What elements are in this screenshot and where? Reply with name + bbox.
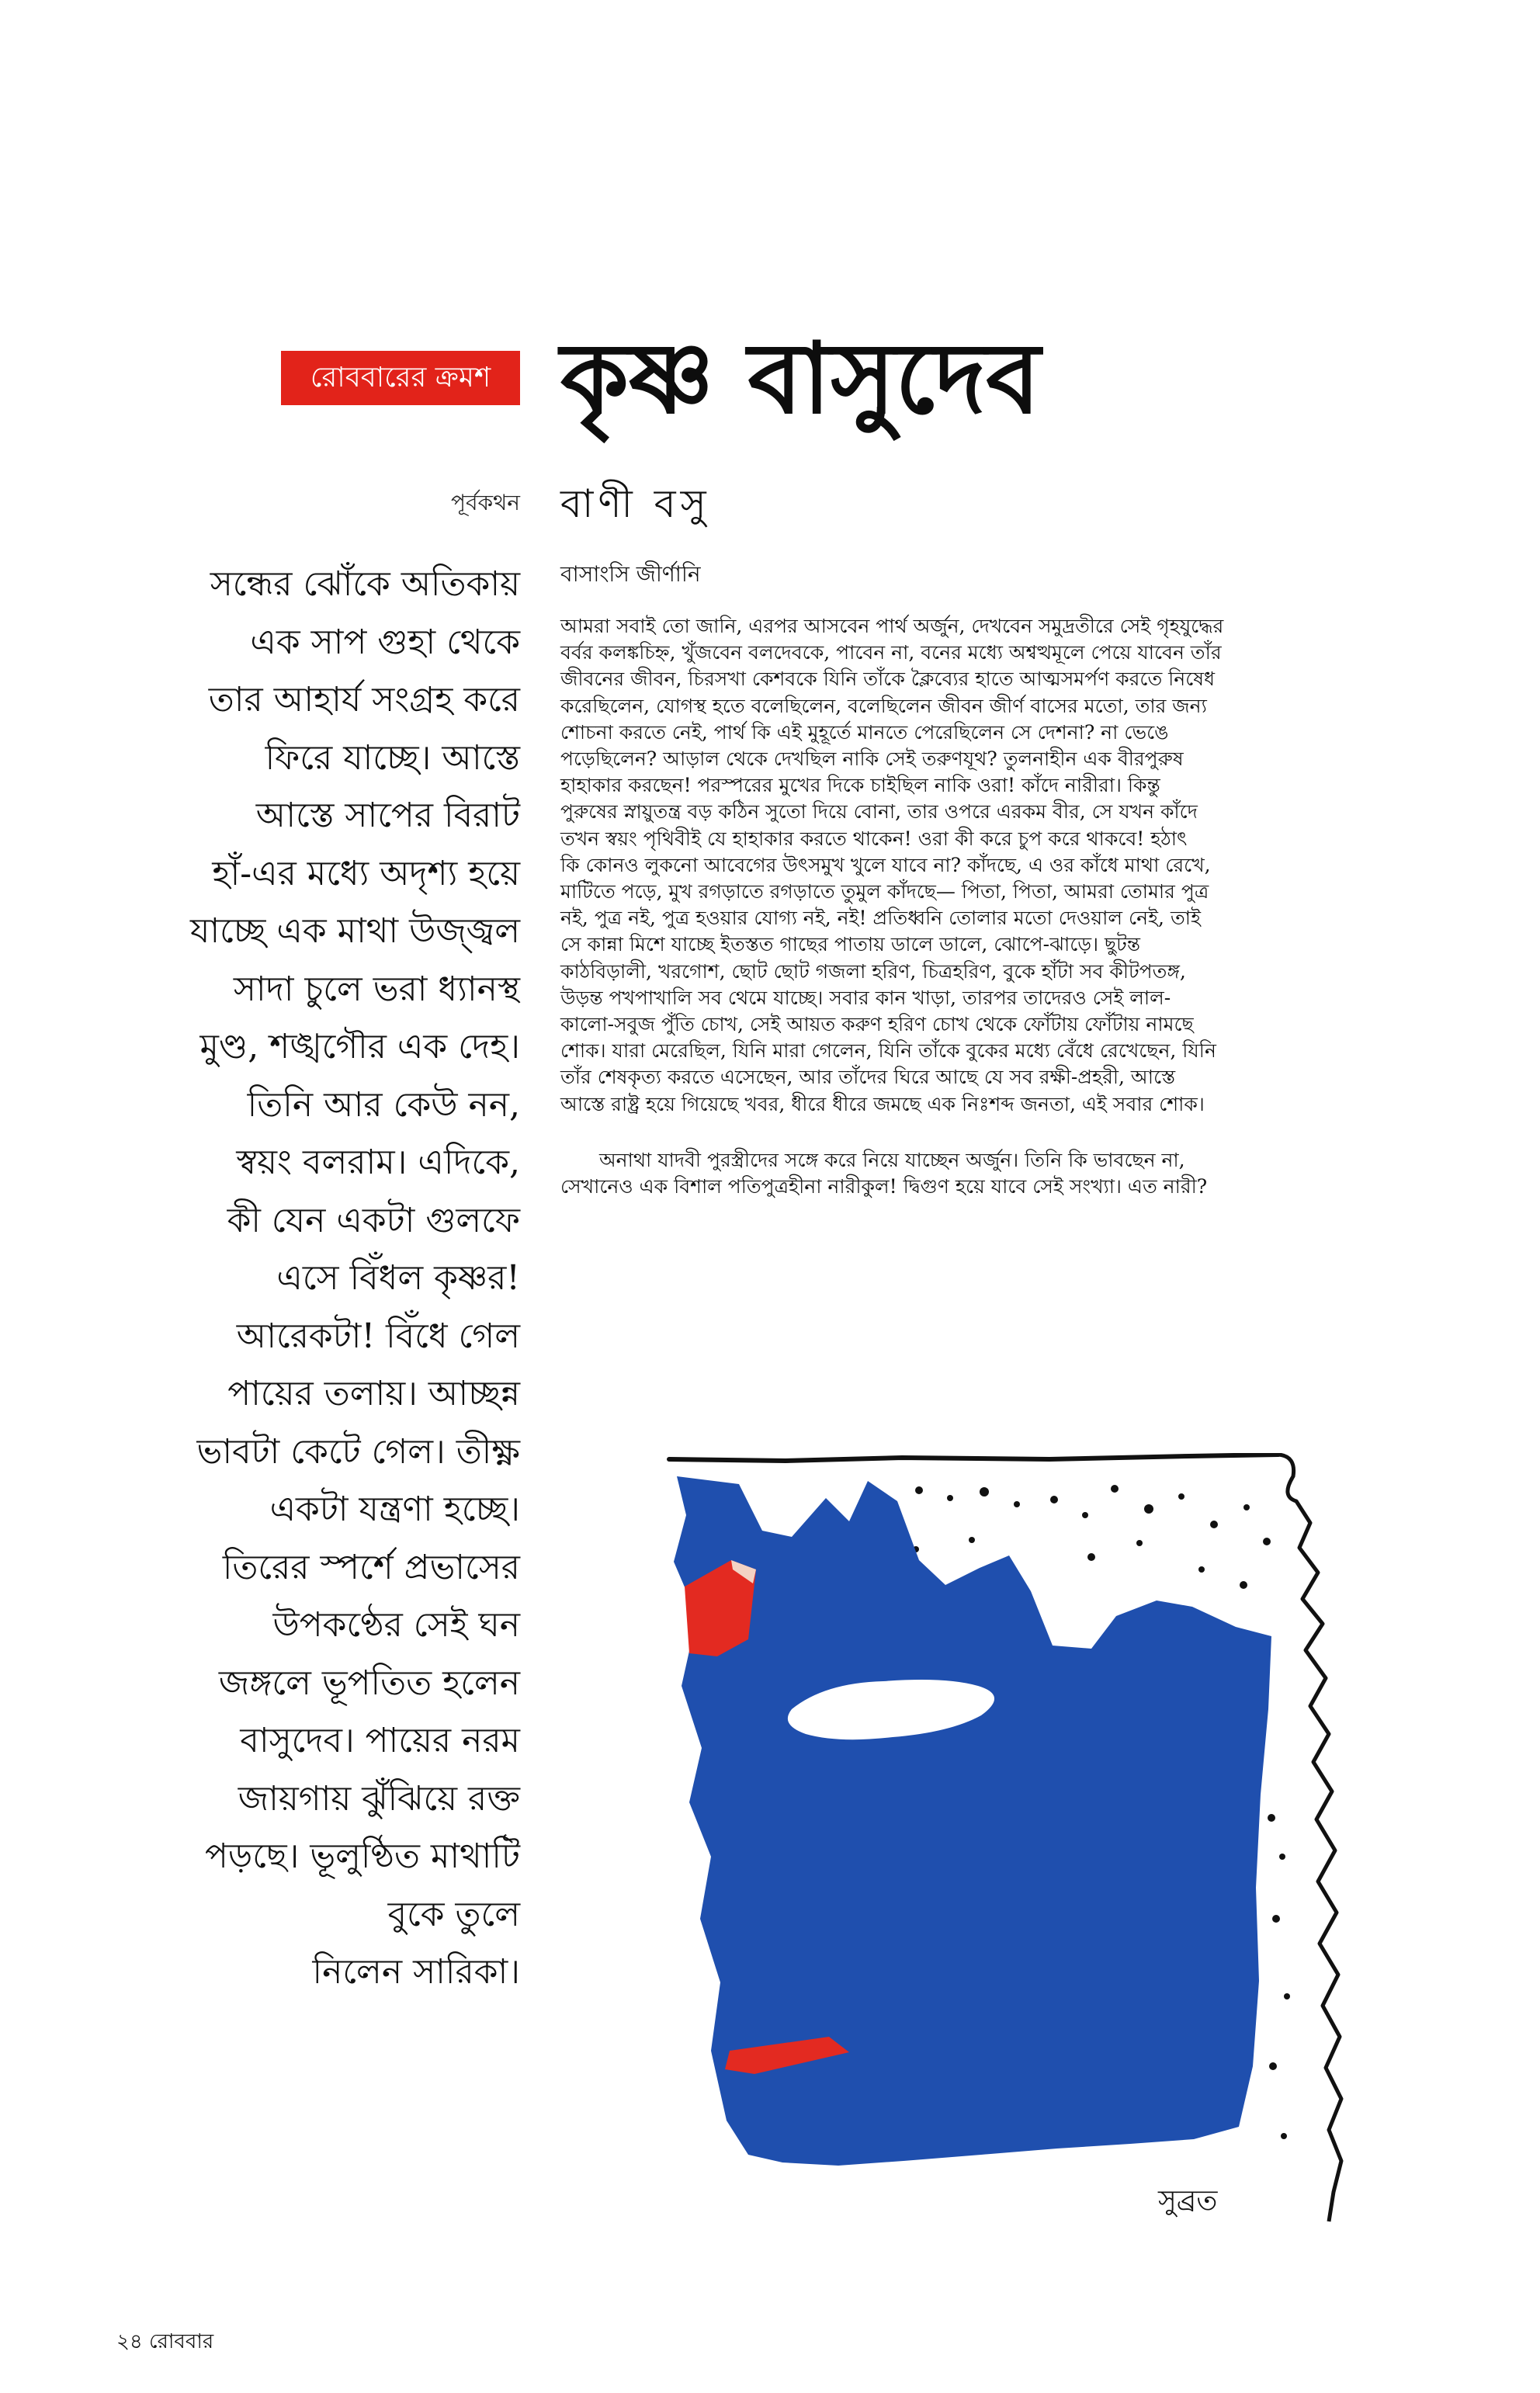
prologue-line: কী যেন একটা গুলফে (227, 1200, 520, 1240)
prologue-line: তিরের স্পর্শে প্রভাসের (222, 1547, 520, 1587)
article-title: কৃষ্ণ বাসুদেব (560, 321, 1041, 435)
prologue-line: তার আহার্য সংগ্রহ করে (208, 680, 520, 720)
prologue-line: সন্ধের ঝোঁকে অতিকায় (210, 564, 520, 604)
body-line: উড়ন্ত পখপাখালি সব থেমে যাচ্ছে। সবার কান খাড়া, তারপর তাদেরও সেই লাল- (560, 986, 1171, 1009)
body-line: মাটিতে পড়ে, মুখ রগড়াতে রগড়াতে তুমুল কাঁদছে— পিতা, পিতা, আমরা তোমার পুত্র (560, 880, 1209, 903)
body-line: আমরা সবাই তো জানি, এরপর আসবেন পার্থ অর্জুন, দেখবেন সমুদ্রতীরে সেই গৃহযুদ্ধের (560, 615, 1224, 637)
prologue-line: এসে বিঁধল কৃষ্ণর! (276, 1258, 520, 1298)
page-footer: ২৪ রোববার (116, 2330, 214, 2353)
artist-signature: সুব্রত (1158, 2185, 1218, 2217)
prologue-line: হাঁ-এর মধ্যে অদৃশ্য হয়ে (212, 853, 520, 893)
prologue-text (116, 556, 520, 2002)
ink-zigzag (1296, 1501, 1341, 2221)
prologue-line: আস্তে সাপের বিরাট (255, 796, 520, 835)
prologue-line: বাসুদেব। পায়ের নরম (240, 1721, 520, 1760)
body-line: হাহাকার করছেন! পরস্পরের মুখের দিকে চাইছিল নাকি ওরা! কাঁদে নারীরা। কিন্তু (560, 774, 1160, 797)
ink-frame-top (669, 1455, 1278, 1461)
prologue-line: একটা যন্ত্রণা হচ্ছে। (269, 1490, 520, 1529)
prologue-line: নিলেন সারিকা। (312, 1952, 520, 1992)
body-line: শোক। যারা মেরেছিল, যিনি মারা গেলেন, যিনি তাঁকে বুকের মধ্যে বেঁধে রেখেছেন, যিনি (560, 1039, 1216, 1063)
body-paragraph (560, 1147, 1414, 1200)
body-line: আস্তে রাষ্ট্র হয়ে গিয়েছে খবর, ধীরে ধীরে জমছে এক নিঃশব্দ জনতা, এই সবার শোক। (560, 1092, 1205, 1115)
prologue-line: ফিরে যাচ্ছে। আস্তে (265, 737, 520, 778)
body-line: বর্বর কলঙ্কচিহ্ন, খুঁজবেন বলদেবকে, পাবেন না, বনের মধ্যে অশ্বত্থমূলে পেয়ে যাবেন তাঁর (560, 641, 1222, 664)
body-line: পড়েছিলেন? আড়াল থেকে দেখছিল নাকি সেই তরুণযূথ? তুলনাহীন এক বীরপুরুষ (560, 747, 1184, 771)
body-line: জীবনের জীবন, চিরসখা কেশবকে যিনি তাঁকে ক্লৈব্যের হাতে আত্মসমর্পণ করতে নিষেধ (560, 668, 1216, 691)
body-line: কি কোনও লুকনো আবেগের উৎসমুখ খুলে যাবে না? কাঁদছে, এ ওর কাঁধে মাথা রেখে, (560, 853, 1211, 876)
ink-frame-corner (1278, 1455, 1296, 1501)
body-line: করেছিলেন, যোগস্থ হতে বলেছিলেন, বলেছিলেন জীবন জীর্ণ বাসের মতো, তার জন্য (560, 694, 1207, 717)
prologue-line: পায়ের তলায়। আচ্ছন্ন (227, 1374, 520, 1413)
body-line: তাঁর শেষকৃত্য করতে এসেছেন, আর তাঁদের ঘিরে আছে যে সব রক্ষী-প্রহরী, আস্তে (560, 1066, 1176, 1089)
prologue-line: জায়গায় ঝুঁঝিয়ে রক্ত (238, 1778, 520, 1819)
prologue-line: মুণ্ড, শঙ্খগৌর এক দেহ। (199, 1027, 520, 1066)
body-line: সেখানেও এক বিশাল পতিপুত্রহীনা নারীকুল! দ্বিগুণ হয়ে যাবে সেই সংখ্যা। এত নারী? (560, 1175, 1208, 1198)
article-body (560, 613, 1414, 1200)
body-line: শোচনা করতে নেই, পার্থ কি এই মুহূর্তে মানতে পেরেছিলেন সে দেশনা? না ভেঙে (560, 720, 1169, 744)
body-paragraph (560, 613, 1414, 1118)
series-badge: রোববারের ক্রমশ (281, 351, 520, 405)
body-line: নই, পুত্র নই, পুত্র হওয়ার যোগ্য নই, নই! প্রতিধ্বনি তোলার মতো দেওয়াল নেই, তাই (560, 907, 1201, 930)
chapter-subtitle: বাসাংসি জীর্ণানি (560, 561, 701, 587)
body-line: কাঠবিড়ালী, খরগোশ, ছোট ছোট গজলা হরিণ, চিত্রহরিণ, বুকে হাঁটা সব কীটপতঙ্গ, (560, 959, 1186, 983)
prologue-line: স্বয়ং বলরাম। এদিকে, (236, 1143, 520, 1182)
prologue-line: সাদা চুলে ভরা ধ্যানস্থ (233, 969, 520, 1009)
collage-illustration (646, 1453, 1344, 2229)
body-line: পুরুষের স্নায়ুতন্ত্র বড় কঠিন সুতো দিয়ে বোনা, তার ওপরে এরকম বীর, সে যখন কাঁদে (560, 800, 1198, 824)
prologue-line: উপকণ্ঠের সেই ঘন (272, 1605, 520, 1645)
prologue-line: যাচ্ছে এক মাথা উজ্জ্বল (189, 911, 520, 951)
body-line: সে কান্না মিশে যাচ্ছে ইতস্তত গাছের পাতায় ডালে ডালে, ঝোপে-ঝাড়ে। ছুটন্ত (560, 933, 1141, 956)
prologue-line: এক সাপ গুহা থেকে (250, 622, 520, 662)
prologue-line: পড়ছে। ভূলুণ্ঠিত মাথাটি (204, 1836, 520, 1876)
prologue-line: আরেকটা! বিঁধে গেল (236, 1316, 520, 1356)
body-line: কালো-সবুজ পুঁতি চোখ, সেই আয়ত করুণ হরিণ চোখ থেকে ফোঁটায় ফোঁটায় নামছে (560, 1013, 1194, 1036)
prologue-label: পূর্বকথন (450, 490, 520, 515)
author-name: বাণী বসু (560, 481, 711, 526)
prologue-line: ভাবটা কেটে গেল। তীক্ষ্ণ (196, 1431, 520, 1472)
body-line: তখন স্বয়ং পৃথিবীই যে হাহাকার করতে থাকেন! ওরা কী করে চুপ করে থাকবে! হঠাৎ (560, 827, 1188, 850)
prologue-line: বুকে তুলে (387, 1894, 520, 1934)
prologue-line: তিনি আর কেউ নন, (247, 1084, 520, 1125)
body-line: অনাথা যাদবী পুরস্ত্রীদের সঙ্গে করে নিয়ে যাচ্ছেন অর্জুন। তিনি কি ভাবছেন না, (599, 1148, 1185, 1171)
prologue-line: জঙ্গলে ভূপতিত হলেন (218, 1663, 520, 1703)
